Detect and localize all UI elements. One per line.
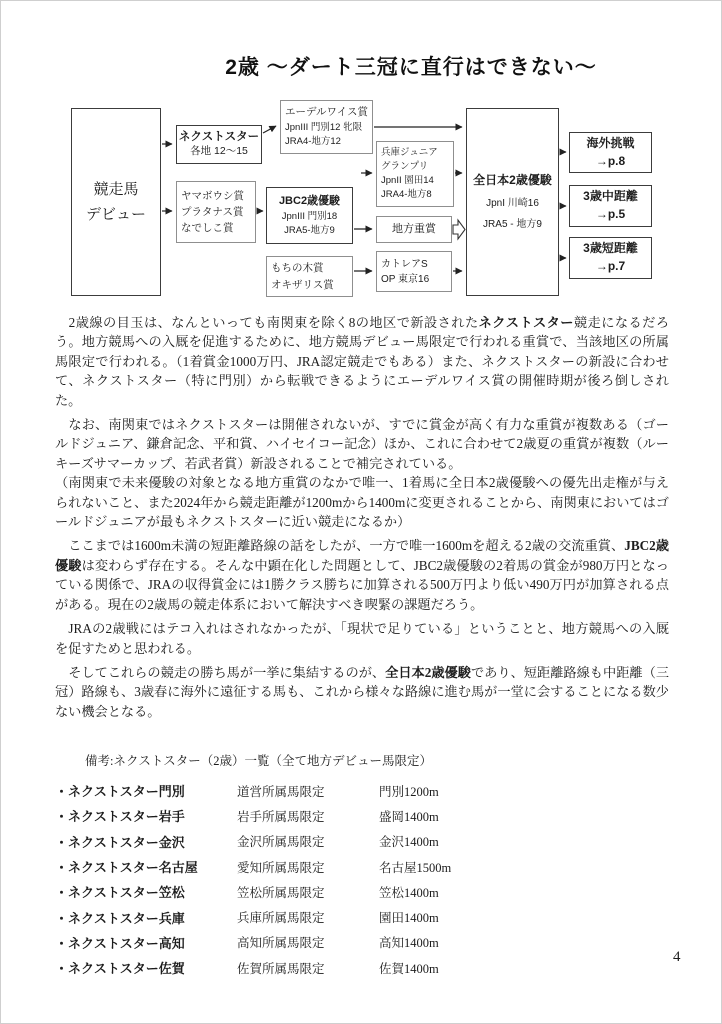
table-row (55, 829, 685, 854)
race-restriction: 笠松所属馬限定 (237, 885, 325, 900)
text-run-bold: 全日本2歳優駿 (385, 664, 471, 680)
text-run-bold: JBC2歳優駿 (55, 538, 669, 573)
text-run: 競走になるだろう。地方競馬への入厩を促進するために、地方競馬デビュー馬限定で行われる重賞で、当該地区の所属馬限定で行われる。（1着賞金1000万円、JRA認定競走でもある）また、ネクストスターの新設に合わせて、ネクストスター（特に門別）から転戦できるようにエーデルワイス賞の開催時期が後ろ倒しされた。 (55, 315, 670, 408)
box-label: JpnI 川崎16 (486, 197, 539, 209)
page-ref: →p.8 (595, 153, 626, 168)
box-label: JRA4-地方8 (381, 188, 432, 200)
remarks-section (55, 751, 685, 980)
box-3yo-middle-distance (569, 185, 652, 227)
paragraph-2-note: （南関東で未来優駿の対象となる地方重賞のなかで唯一、1着馬に全日本2歳優駿への優先出走権が与えられないこと、また2024年から競走距離が1200mから1400mに変更されることから、南関東においてはゴールドジュニアが最もネクストスターに近い競走になるか） (55, 475, 669, 530)
text-run: そしてこれらの競走の勝ち馬が一挙に集結するのが、 (55, 664, 386, 680)
box-title: JBC2歳優駿 (278, 195, 341, 207)
box-label: JRA5-地方9 (284, 224, 335, 236)
box-yamaboshi-group (176, 181, 256, 243)
box-title: エーデルワイス賞 (285, 105, 369, 118)
race-name: ・ネクストスター名古屋 (55, 860, 198, 876)
box-title: ネクストスター (178, 131, 260, 144)
box-label: JpnII 園田14 (381, 175, 434, 186)
race-restriction: 愛知所属馬限定 (237, 860, 325, 875)
box-label: 3歳短距離 (583, 241, 638, 256)
race-course: 佐賀1400m (379, 961, 439, 976)
box-label: 競走馬 (93, 180, 139, 198)
race-name: ・ネクストスター佐賀 (55, 961, 185, 977)
paragraph-5 (55, 663, 669, 721)
race-name: ・ネクストスター兵庫 (55, 910, 185, 926)
race-course: 高知1400m (379, 936, 439, 951)
paragraph-3 (55, 536, 669, 614)
race-name: ・ネクストスター高知 (55, 935, 185, 951)
box-overseas-challenge (569, 132, 652, 173)
box-label: 各地 12～15 (190, 145, 248, 158)
race-name: ・ネクストスター門別 (55, 784, 185, 800)
paragraph-2: なお、南関東ではネクストスターは開催されないが、すでに賞金が高く有力な重賞が複数ある（ゴールドジュニア、鎌倉記念、平和賞、ハイセイコー記念）ほか、これに合わせて2歳夏の重賞が複数（ルーキーズサマーカップ、若武者賞）新設されることで補完されている。 (55, 417, 669, 471)
race-name: ・ネクストスター金沢 (55, 834, 185, 850)
race-restriction: 金沢所属馬限定 (237, 835, 325, 850)
box-cattleya-s (376, 251, 452, 292)
box-edelweiss (280, 100, 373, 154)
box-racehorse-debut (71, 108, 161, 296)
box-label: グランプリ (381, 161, 429, 173)
race-name: ・ネクストスター岩手 (55, 809, 185, 825)
box-label: なでしこ賞 (181, 222, 234, 235)
race-course: 笠松1400m (379, 885, 439, 900)
box-label: 海外挑戦 (586, 135, 635, 150)
table-row (55, 803, 685, 828)
text-run: は変わらず存在する。そんな中顕在化した問題として、JBC2歳優駿の2着馬の賞金が980万円となっている関係で、JRAの収得賞金には1勝クラス勝ちに加算される500万円より低い490万円が加算される点がある。現在の2歳馬の競走体系において解決すべき喫緊の課題だろう。 (55, 557, 669, 612)
box-label: カトレアS (381, 258, 428, 270)
table-row (55, 955, 685, 980)
box-label: もちの木賞 (271, 262, 324, 275)
box-label: JRA4-地方12 (285, 135, 341, 147)
flowchart (1, 96, 722, 311)
race-restriction: 兵庫所属馬限定 (237, 911, 325, 926)
text-run: ここまでは1600m未満の短距離路線の話をしたが、一方で唯一1600mを超える2歳の交流重賞、 (55, 538, 625, 554)
body-text (55, 313, 669, 726)
table-row (55, 879, 685, 904)
table-row (55, 854, 685, 879)
text-run-bold: ネクストスター (478, 315, 574, 330)
box-label: JpnIII 門別18 (281, 210, 338, 222)
box-label: JpnIII 門別12 牝限 (285, 121, 363, 133)
page-number: 4 (673, 949, 681, 965)
paragraph-4: JRAの2歳戦にはテコ入れはされなかったが、「現状で足りている」ということと、地方競馬への入厩を促すためと思われる。 (55, 621, 669, 656)
paragraph-1 (55, 313, 669, 410)
remarks-header: 備考:ネクストスター（2歳）一覧（全て地方デビュー馬限定） (85, 754, 432, 768)
box-nextstar (176, 125, 262, 164)
box-label: OP 東京16 (381, 273, 430, 285)
box-3yo-short-distance (569, 237, 652, 279)
table-row (55, 930, 685, 955)
box-label: プラタナス賞 (181, 205, 244, 218)
hollow-arrow-icon (453, 220, 465, 239)
box-label: デビュー (85, 206, 146, 223)
remarks-table (55, 778, 685, 980)
box-mochinoki-group (266, 256, 353, 297)
table-row (55, 904, 685, 929)
race-name: ・ネクストスター笠松 (55, 885, 185, 901)
text-run: であり、短距離路線も中距離（三冠）路線も、3歳春に海外に遠征する馬も、これから様々な路線に進む馬が一堂に会することになる数少ない機会となる。 (55, 664, 670, 719)
race-course: 門別1200m (379, 784, 439, 799)
text-run: 2歳線の目玉は、なんといっても南関東を除く8の地区で新設された (55, 315, 479, 330)
box-title: 全日本2歳優駿 (473, 173, 552, 188)
race-restriction: 高知所属馬限定 (237, 936, 325, 951)
race-restriction: 岩手所属馬限定 (237, 809, 325, 824)
box-label: オキザリス賞 (271, 278, 334, 291)
box-label: JRA5 - 地方9 (483, 218, 542, 230)
box-zennihon-2yo-yushun (466, 108, 559, 296)
box-local-graded (376, 216, 452, 243)
page-ref: →p.7 (595, 259, 626, 273)
race-course: 名古屋1500m (379, 860, 452, 875)
box-label: 地方重賞 (392, 223, 436, 236)
page-ref: →p.5 (595, 207, 626, 221)
race-restriction: 道営所属馬限定 (237, 784, 325, 799)
box-label: 兵庫ジュニア (381, 147, 438, 159)
race-course: 盛岡1400m (379, 809, 439, 824)
race-restriction: 佐賀所属馬限定 (237, 961, 325, 976)
race-course: 園田1400m (379, 911, 439, 926)
box-label: ヤマボウシ賞 (181, 189, 244, 202)
box-jbc-2yo (266, 187, 353, 244)
page-title: 2歳 ～ダート三冠に直行はできない～ (225, 56, 597, 79)
race-course: 金沢1400m (379, 835, 439, 850)
table-row (55, 778, 685, 803)
box-hyogo-junior-gp (376, 141, 454, 207)
box-label: 3歳中距離 (583, 189, 638, 204)
